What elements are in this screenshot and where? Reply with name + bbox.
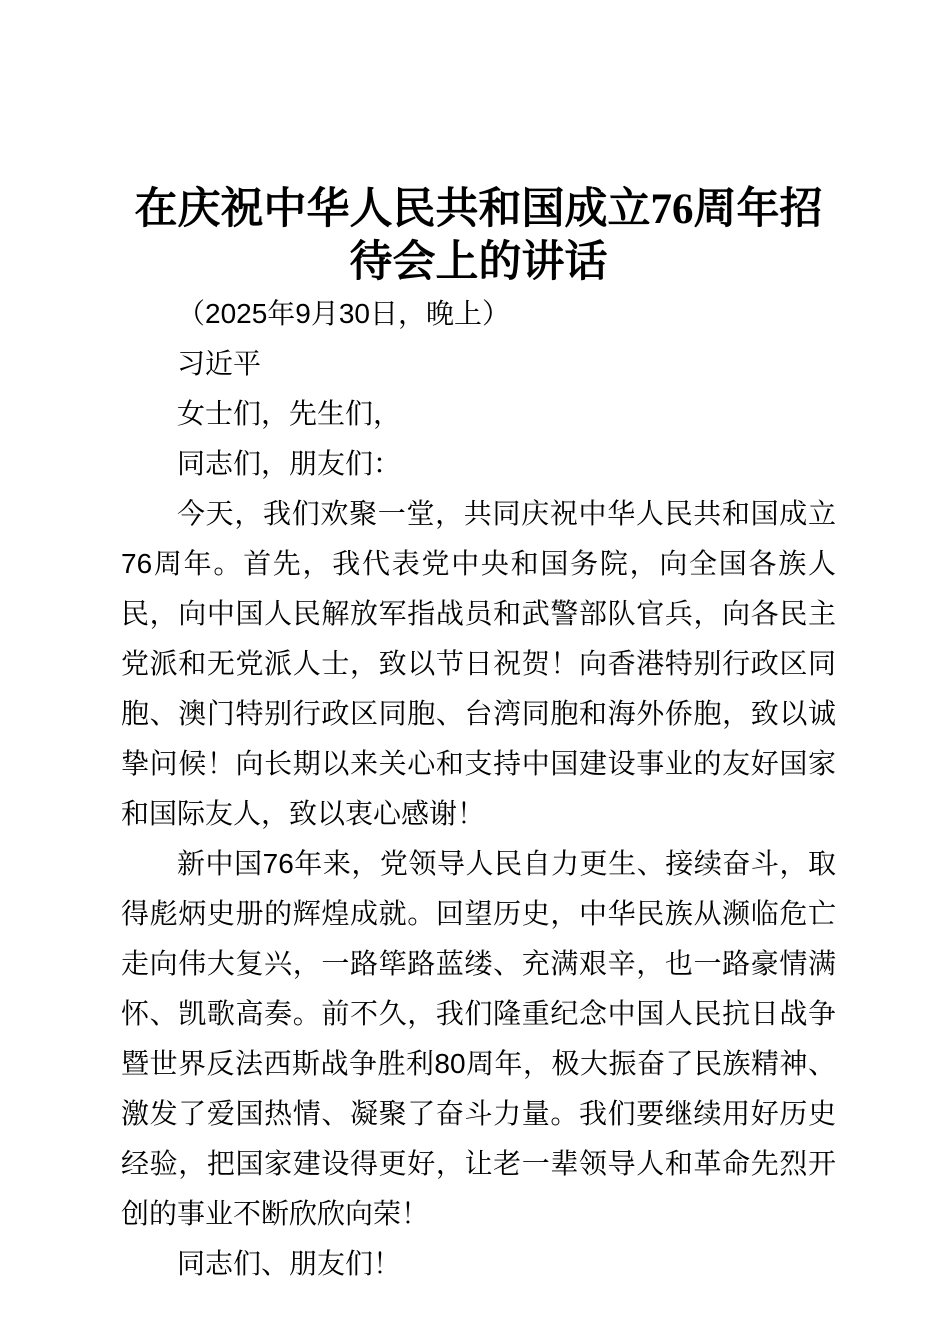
salutation-line-2: 同志们，朋友们： — [177, 448, 402, 479]
body-paragraph-1: 今天，我们欢聚一堂，共同庆祝中华人民共和国成立76周年。首先，我代表党中央和国务院，向全国各族人民，向中国人民解放军指战员和武警部队官兵，向各民主党派和无党派人士，致以节日祝贺！向香港特别行政区同胞、澳门特别行政区同胞、台湾同胞和海外侨胞，致以诚挚问候！向长期以来关心和支持中国建设事业的友好国家和国际友人，致以衷心感谢！ — [121, 498, 836, 829]
author-name: 习近平 — [177, 348, 262, 379]
document-title: 在庆祝中华人民共和国成立76周年招待会上的讲话 — [134, 186, 823, 286]
salutation-line-1: 女士们，先生们， — [177, 398, 402, 429]
body-paragraph-2: 新中国76年来，党领导人民自力更生、接续奋斗，取得彪炳史册的辉煌成就。回望历史，中华民族从濒临危亡走向伟大复兴，一路筚路蓝缕、充满艰辛，也一路豪情满怀、凯歌高奏。前不久，我们隆重纪念中国人民抗日战争暨世界反法西斯战争胜利80周年，极大振奋了民族精神、激发了爱国热情、凝聚了奋斗力量。我们要继续用好历史经验，把国家建设得更好，让老一辈领导人和革命先烈开创的事业不断欣欣向荣！ — [121, 848, 836, 1229]
date-line: （2025年9月30日，晚上） — [177, 298, 511, 329]
closing-salutation-line: 同志们、朋友们！ — [177, 1248, 402, 1279]
document-body — [121, 289, 836, 1289]
